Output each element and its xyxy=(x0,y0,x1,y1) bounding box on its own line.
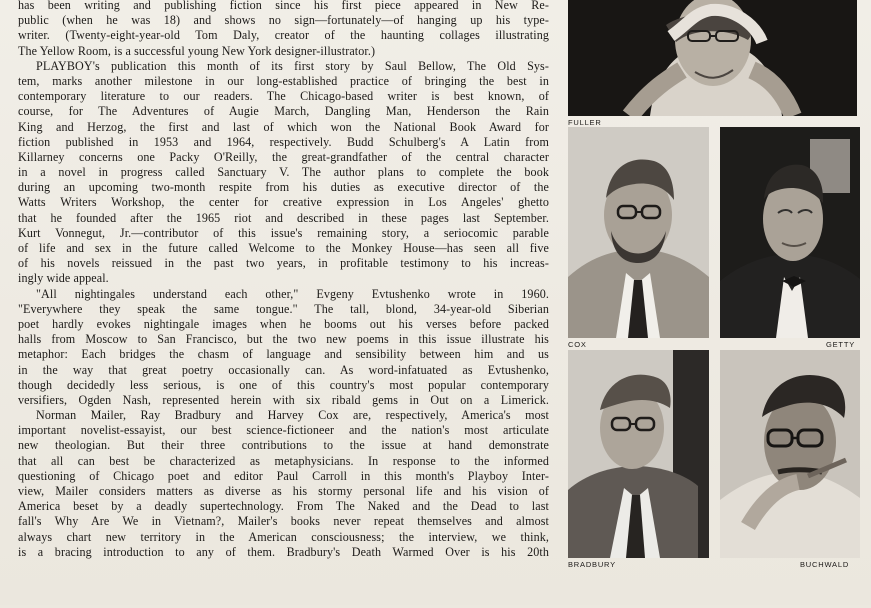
caption-buchwald: BUCHWALD xyxy=(800,560,850,569)
photo-cox xyxy=(568,127,709,338)
photo-getty xyxy=(720,127,860,338)
article-line: fiction published in 1953 and 1964, respectively. Budd Schulberg's A Latin from xyxy=(18,134,549,149)
article-line: The Yellow Room, is a successful young New York designer-illustrator.) xyxy=(18,43,376,58)
article-line: Kurt Vonnegut, Jr.—contributor of this issue's remaining story, a seriocomic parable xyxy=(18,225,549,240)
photo-buchwald xyxy=(720,350,860,558)
article-line: in a novel in progress called Sanctuary V. The author plans to complete the book xyxy=(18,165,549,180)
article-line: fall's Why Are We in Vietnam?, Mailer's books never repeat themselves and almost xyxy=(18,514,549,529)
article-line: that all can best be characterized as metaphysicians. In response to the informed xyxy=(18,453,549,468)
article-line: of his novels reissued in the past two years, in profitable testimony to his increas- xyxy=(18,256,549,271)
article-line: course, for The Adventures of Augie March, Dangling Man, Henderson the Rain xyxy=(18,104,549,119)
article-line: Watts Writers Workshop, the center for creative expression in Los Angeles' ghetto xyxy=(18,195,549,210)
article-line: during an upcoming two-month respite from his duties as executive director of the xyxy=(18,180,549,195)
article-line: ingly wide appeal. xyxy=(18,271,109,286)
photo-gallery xyxy=(568,0,871,605)
article-line: "Everywhere they speak the same tongue." The tall, blond, 34-year-old Siberian xyxy=(18,301,549,316)
article-line: America beset by a deadly supertechnology. From The Naked and the Dead to last xyxy=(18,499,549,514)
caption-getty: GETTY xyxy=(826,340,856,349)
article-line: poet hardly evokes nightingale images when he booms out his verses before packed xyxy=(18,316,549,331)
article-line: though decidedly less serious, is one of this country's most popular contemporary xyxy=(18,377,549,392)
article-line: Killarney concerns one Packy O'Reilly, the great-grandfather of the central character xyxy=(18,149,549,164)
article-line: has been writing and publishing fiction since his first piece appeared in New Re- xyxy=(18,0,549,12)
article-line: questioning of Chicago poet and editor Paul Carroll in this month's Playboy Inter- xyxy=(18,468,549,483)
photo-fuller xyxy=(568,0,857,116)
article-line: in the way that great poetry occasionally can. As word-infatuated as Evtushenko, xyxy=(18,362,549,377)
article-line: new theologian. But their three contributions to the issue at hand demonstrate xyxy=(18,438,549,453)
article-line: "All nightingales understand each other," Evgeny Evtushenko wrote in 1960. xyxy=(36,286,549,301)
article-line: versifiers, Ogden Nash, represented herein with six ribald gems in Out on a Limerick. xyxy=(18,392,549,407)
article-line: contemporary literature to our readers. The Chicago-based writer is best known, of xyxy=(18,89,549,104)
caption-cox: COX xyxy=(568,340,587,349)
article-line: view, Mailer considers matters as diverse as his stormy personal life and his vision of xyxy=(18,484,549,498)
article-line: tem, marks another milestone in our long-established practice of bringing the best in xyxy=(18,73,549,88)
caption-fuller: FULLER xyxy=(568,118,602,127)
caption-bradbury: BRADBURY xyxy=(568,560,616,569)
article-column xyxy=(18,0,549,608)
article-line: is a bracing introduction to any of them. Bradbury's Death Warmed Over is his 20th xyxy=(18,544,549,559)
article-line: of life and sex in the future called Welcome to the Monkey House—has seen all five xyxy=(18,241,549,255)
article-line: King and Herzog, the first and last of which won the National Book Award for xyxy=(18,119,549,134)
article-line: public (when he was 18) and shows no sign—fortunately—of hanging up his type- xyxy=(18,13,549,28)
article-line: halls from Moscow to San Francisco, but the two new poems in this issue illustrate his xyxy=(18,332,549,347)
article-line: Norman Mailer, Ray Bradbury and Harvey Cox are, respectively, America's most xyxy=(36,408,549,423)
article-line: that he founded after the 1965 riot and described in these pages last September. xyxy=(18,210,549,225)
article-line: writer. (Twenty-eight-year-old Tom Daly, creator of the haunting collages illustrating xyxy=(18,28,549,43)
article-line: metaphor: Each bridges the chasm of language and sensibility between him and us xyxy=(18,347,549,362)
article-line: always chart new territory in the American consciousness; the interview, we think, xyxy=(18,529,549,544)
photo-bradbury xyxy=(568,350,709,558)
article-line: important novelist-essayist, our best science-fictioneer and the nation's most articulate xyxy=(18,423,549,438)
article-line: PLAYBOY's publication this month of its first story by Saul Bellow, The Old Sys- xyxy=(36,58,549,73)
